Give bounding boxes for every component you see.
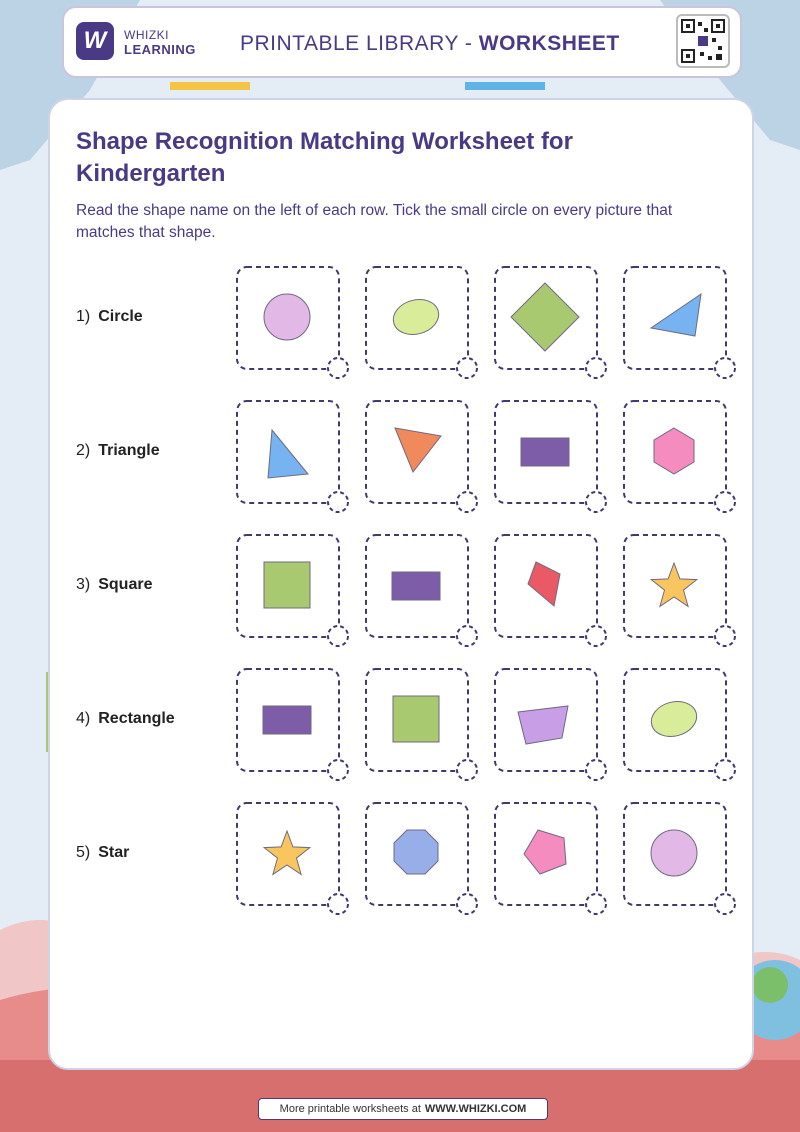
tick-circle[interactable] [457, 492, 477, 512]
shape-card [236, 802, 350, 916]
tick-circle[interactable] [457, 894, 477, 914]
logo-text-top: WHIZKI [124, 28, 169, 42]
row-label [76, 707, 175, 731]
tick-circle[interactable] [586, 760, 606, 780]
rectangle-shape [521, 438, 569, 466]
row-label [76, 573, 152, 597]
shape-card [236, 400, 350, 514]
row-shape-name: Triangle [98, 442, 160, 459]
qr-code-icon [676, 14, 730, 68]
shape-card [236, 534, 350, 648]
tick-circle[interactable] [328, 492, 348, 512]
circle-shape [264, 294, 310, 340]
footer-link[interactable]: WWW.WHIZKI.COM [424, 1103, 527, 1115]
shape-card [494, 266, 608, 380]
tick-circle[interactable] [328, 760, 348, 780]
square-shape [393, 696, 439, 742]
shape-card [494, 400, 608, 514]
library-title: PRINTABLE LIBRARY - WORKSHEET [240, 32, 620, 55]
tick-circle[interactable] [586, 358, 606, 378]
tick-circle[interactable] [328, 358, 348, 378]
shape-card [365, 266, 479, 380]
row-number: 2) [76, 442, 91, 459]
shape-card [365, 534, 479, 648]
shape-card [494, 534, 608, 648]
row-shape-name: Square [98, 576, 153, 593]
row-label [76, 841, 129, 865]
row-number: 1) [76, 308, 91, 325]
octagon-shape [394, 830, 438, 874]
rectangle-shape [392, 572, 440, 600]
worksheet-title: Shape Recognition Matching Worksheet for Kindergarten [76, 128, 573, 187]
shape-card [623, 668, 737, 782]
tick-circle[interactable] [457, 760, 477, 780]
quad-shape [518, 706, 568, 744]
shape-card [365, 400, 479, 514]
tick-circle[interactable] [715, 760, 735, 780]
square-shape [264, 562, 310, 608]
shape-card [365, 802, 479, 916]
tick-circle[interactable] [586, 894, 606, 914]
tick-circle[interactable] [715, 358, 735, 378]
shape-card [623, 534, 737, 648]
shape-card [494, 802, 608, 916]
row-label [76, 439, 160, 463]
footer-banner [258, 1098, 548, 1120]
tick-circle[interactable] [715, 894, 735, 914]
circle-shape [651, 830, 697, 876]
row-label [76, 305, 143, 329]
shape-card [623, 400, 737, 514]
tick-circle[interactable] [457, 626, 477, 646]
worksheet-instructions: Read the shape name on the left of each row. Tick the small circle on every picture that matches that shape. [76, 202, 673, 241]
rectangle-shape [263, 706, 311, 734]
row-number: 4) [76, 710, 91, 727]
shape-card [236, 266, 350, 380]
whizki-logo: W [76, 22, 114, 60]
logo-text-bottom: LEARNING [124, 42, 196, 57]
tick-circle[interactable] [715, 492, 735, 512]
row-shape-name: Rectangle [98, 710, 175, 727]
row-shape-name: Star [98, 844, 130, 861]
header-banner [62, 6, 742, 78]
footer-text: More printable worksheets at [279, 1103, 421, 1115]
tick-circle[interactable] [715, 626, 735, 646]
tick-circle[interactable] [328, 894, 348, 914]
shape-card [494, 668, 608, 782]
row-shape-name: Circle [98, 308, 143, 325]
shape-card [365, 668, 479, 782]
row-number: 5) [76, 844, 91, 861]
tick-circle[interactable] [328, 626, 348, 646]
tick-circle[interactable] [586, 626, 606, 646]
shape-card [623, 266, 737, 380]
tick-circle[interactable] [586, 492, 606, 512]
shape-card [623, 802, 737, 916]
row-number: 3) [76, 576, 91, 593]
tick-circle[interactable] [457, 358, 477, 378]
shape-card [236, 668, 350, 782]
